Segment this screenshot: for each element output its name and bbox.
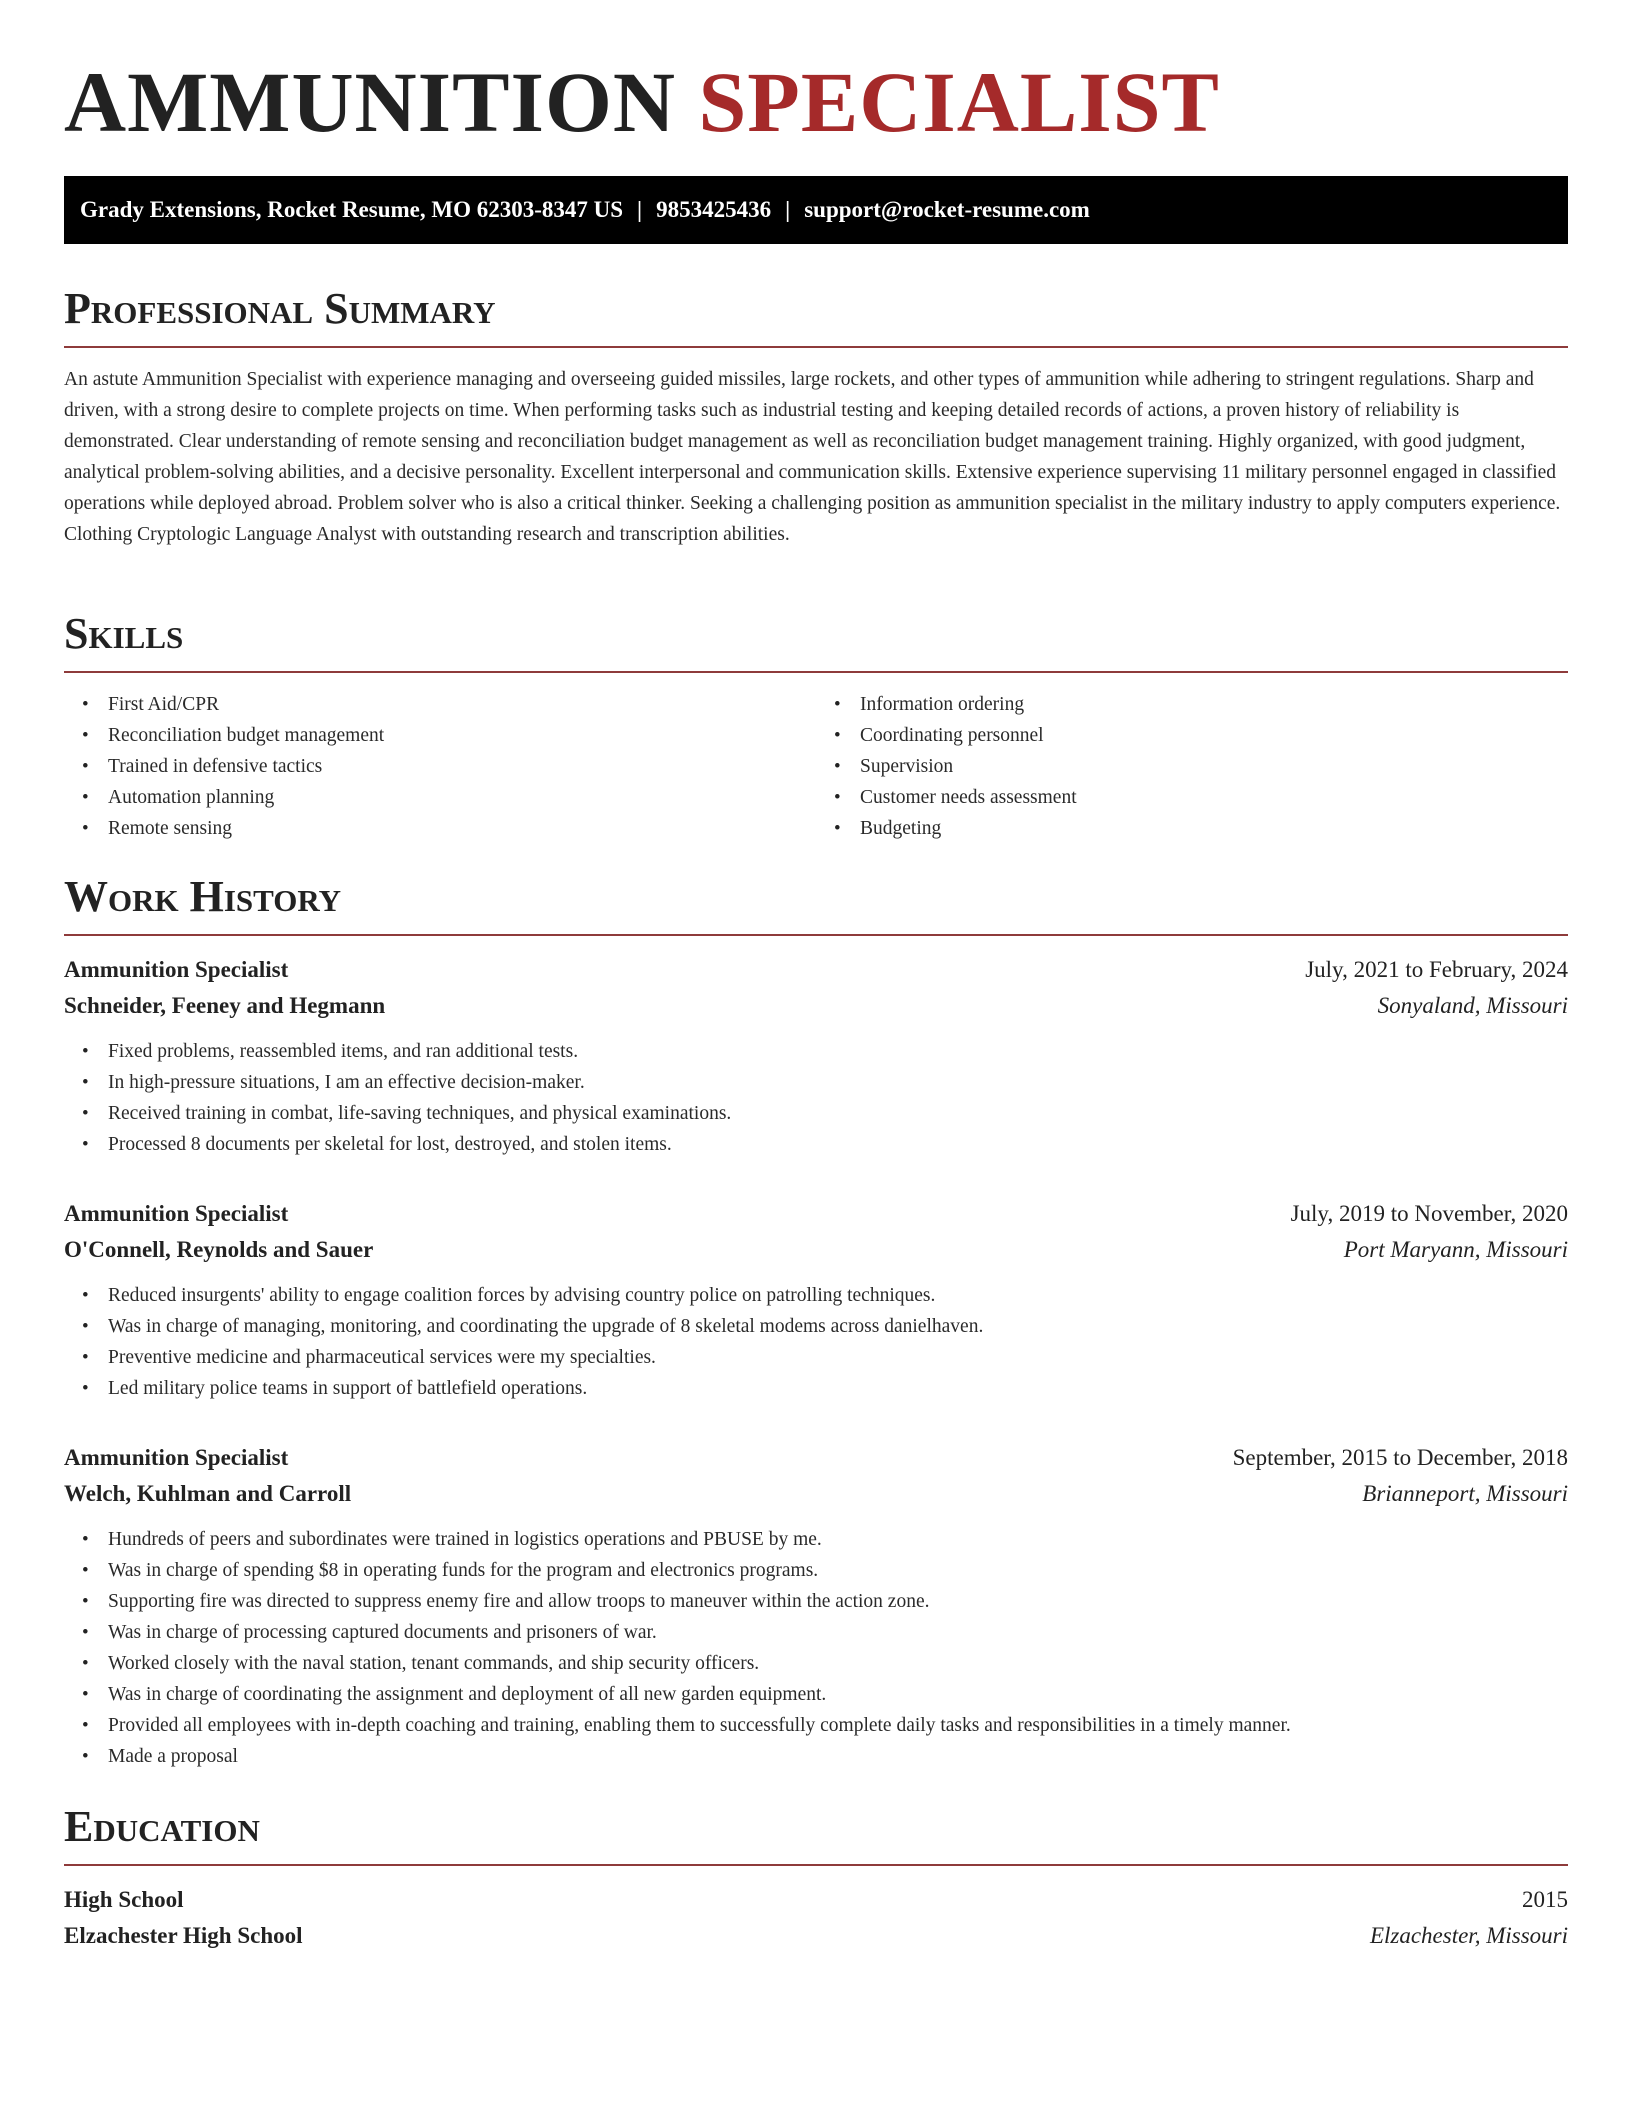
section-divider: [64, 934, 1568, 936]
skill-item: • First Aid/CPR: [108, 689, 816, 720]
job-bullet: • Preventive medicine and pharmaceutical services were my specialties.: [108, 1342, 1568, 1373]
skills-heading: Skills: [64, 609, 184, 658]
skills-list-left: [64, 689, 816, 844]
job-bullets: [64, 1280, 1568, 1404]
summary-section: [64, 282, 1568, 550]
job-bullet: • Reduced insurgents' ability to engage coalition forces by advising country police on patrolling techniques.: [108, 1280, 1568, 1311]
job-bullet: • Was in charge of coordinating the assignment and deployment of all new garden equipment.: [108, 1679, 1568, 1710]
work-history-heading: Work History: [64, 872, 342, 921]
section-divider: [64, 346, 1568, 348]
summary-text: An astute Ammunition Specialist with experience managing and overseeing guided missiles, large rockets, and other types of ammunition while adhering to stringent regulations. Sharp and driven, with a strong desire to complete projects on time. When performing tasks such as industrial testing and keeping detailed records of actions, a proven history of reliability is demonstrated. Clear understanding of remote sensing and reconciliation budget management as well as reconciliation budget management training. Highly organized, with good judgment, analytical problem-solving abilities, and a decisive personality. Excellent interpersonal and communication skills. Extensive experience supervising 11 military personnel engaged in classified operations while deployed abroad. Problem solver who is also a critical thinker. Seeking a challenging position as ammunition specialist in the military industry to apply computers experience. Clothing Cryptologic Language Analyst with outstanding research and transcription abilities.: [64, 369, 1561, 545]
education-year: 2015: [1522, 1887, 1568, 1912]
contact-bar: [64, 176, 1568, 244]
job-bullet: • Received training in combat, life-saving techniques, and physical examinations.: [108, 1098, 1568, 1129]
job-dates: July, 2019 to November, 2020: [1290, 1201, 1568, 1226]
job-title: Ammunition Specialist: [64, 1201, 289, 1226]
summary-heading: Professional Summary: [64, 284, 496, 333]
contact-separator: |: [637, 197, 643, 222]
job-bullet: • In high-pressure situations, I am an effective decision-maker.: [108, 1067, 1568, 1098]
contact-phone: 9853425436: [656, 197, 772, 222]
skill-item: • Customer needs assessment: [860, 782, 1568, 813]
section-divider: [64, 671, 1568, 673]
skills-list-right: [816, 689, 1568, 844]
work-history-section: [64, 870, 1568, 1772]
job-location: Port Maryann, Missouri: [1343, 1237, 1568, 1262]
job-company: O'Connell, Reynolds and Sauer: [64, 1237, 374, 1262]
education-heading: Education: [64, 1802, 260, 1851]
education-school: Elzachester High School: [64, 1923, 303, 1948]
contact-email: support@rocket-resume.com: [804, 197, 1090, 222]
job-entry: [64, 1196, 1568, 1404]
skill-item: • Supervision: [860, 751, 1568, 782]
job-company: Schneider, Feeney and Hegmann: [64, 993, 386, 1018]
job-bullet: • Made a proposal: [108, 1741, 1568, 1772]
job-location: Brianneport, Missouri: [1362, 1481, 1568, 1506]
job-dates: September, 2015 to December, 2018: [1232, 1445, 1568, 1470]
title-first-word: AMMUNITION: [64, 54, 676, 150]
job-bullet: • Hundreds of peers and subordinates were trained in logistics operations and PBUSE by me.: [108, 1524, 1568, 1555]
skill-item: • Trained in defensive tactics: [108, 751, 816, 782]
job-company: Welch, Kuhlman and Carroll: [64, 1481, 352, 1506]
skill-item: • Remote sensing: [108, 813, 816, 844]
job-location: Sonyaland, Missouri: [1377, 993, 1568, 1018]
skill-item: • Automation planning: [108, 782, 816, 813]
job-bullets: [64, 1036, 1568, 1160]
job-bullet: • Fixed problems, reassembled items, and ran additional tests.: [108, 1036, 1568, 1067]
contact-separator: |: [785, 197, 791, 222]
skill-item: • Budgeting: [860, 813, 1568, 844]
job-entry: [64, 952, 1568, 1160]
skill-item: • Coordinating personnel: [860, 720, 1568, 751]
job-title: Ammunition Specialist: [64, 957, 289, 982]
title-second-word: SPECIALIST: [698, 54, 1220, 150]
job-entry: [64, 1440, 1568, 1772]
section-divider: [64, 1864, 1568, 1866]
job-bullet: • Was in charge of processing captured documents and prisoners of war.: [108, 1617, 1568, 1648]
job-bullet: • Supporting fire was directed to suppress enemy fire and allow troops to maneuver within the action zone.: [108, 1586, 1568, 1617]
job-dates: July, 2021 to February, 2024: [1305, 957, 1568, 982]
job-bullet: • Was in charge of spending $8 in operating funds for the program and electronics programs.: [108, 1555, 1568, 1586]
job-bullet: • Was in charge of managing, monitoring, and coordinating the upgrade of 8 skeletal modems across danielhaven.: [108, 1311, 1568, 1342]
job-title: Ammunition Specialist: [64, 1445, 289, 1470]
contact-address: Grady Extensions, Rocket Resume, MO 62303-8347 US: [80, 197, 624, 222]
education-location: Elzachester, Missouri: [1369, 1923, 1568, 1948]
skill-item: • Reconciliation budget management: [108, 720, 816, 751]
job-bullet: • Led military police teams in support of battlefield operations.: [108, 1373, 1568, 1404]
skill-item: • Information ordering: [860, 689, 1568, 720]
education-degree: High School: [64, 1887, 184, 1912]
resume-title: [64, 52, 1220, 152]
education-entry: [64, 1882, 1568, 1954]
skills-columns: [64, 689, 1568, 844]
job-bullet: • Provided all employees with in-depth coaching and training, enabling them to successfully complete daily tasks and responsibilities in a timely manner.: [108, 1710, 1568, 1741]
education-section: [64, 1800, 1568, 1954]
job-bullet: • Worked closely with the naval station, tenant commands, and ship security officers.: [108, 1648, 1568, 1679]
skills-section: [64, 607, 1568, 844]
job-bullet: • Processed 8 documents per skeletal for lost, destroyed, and stolen items.: [108, 1129, 1568, 1160]
job-bullets: [64, 1524, 1568, 1772]
